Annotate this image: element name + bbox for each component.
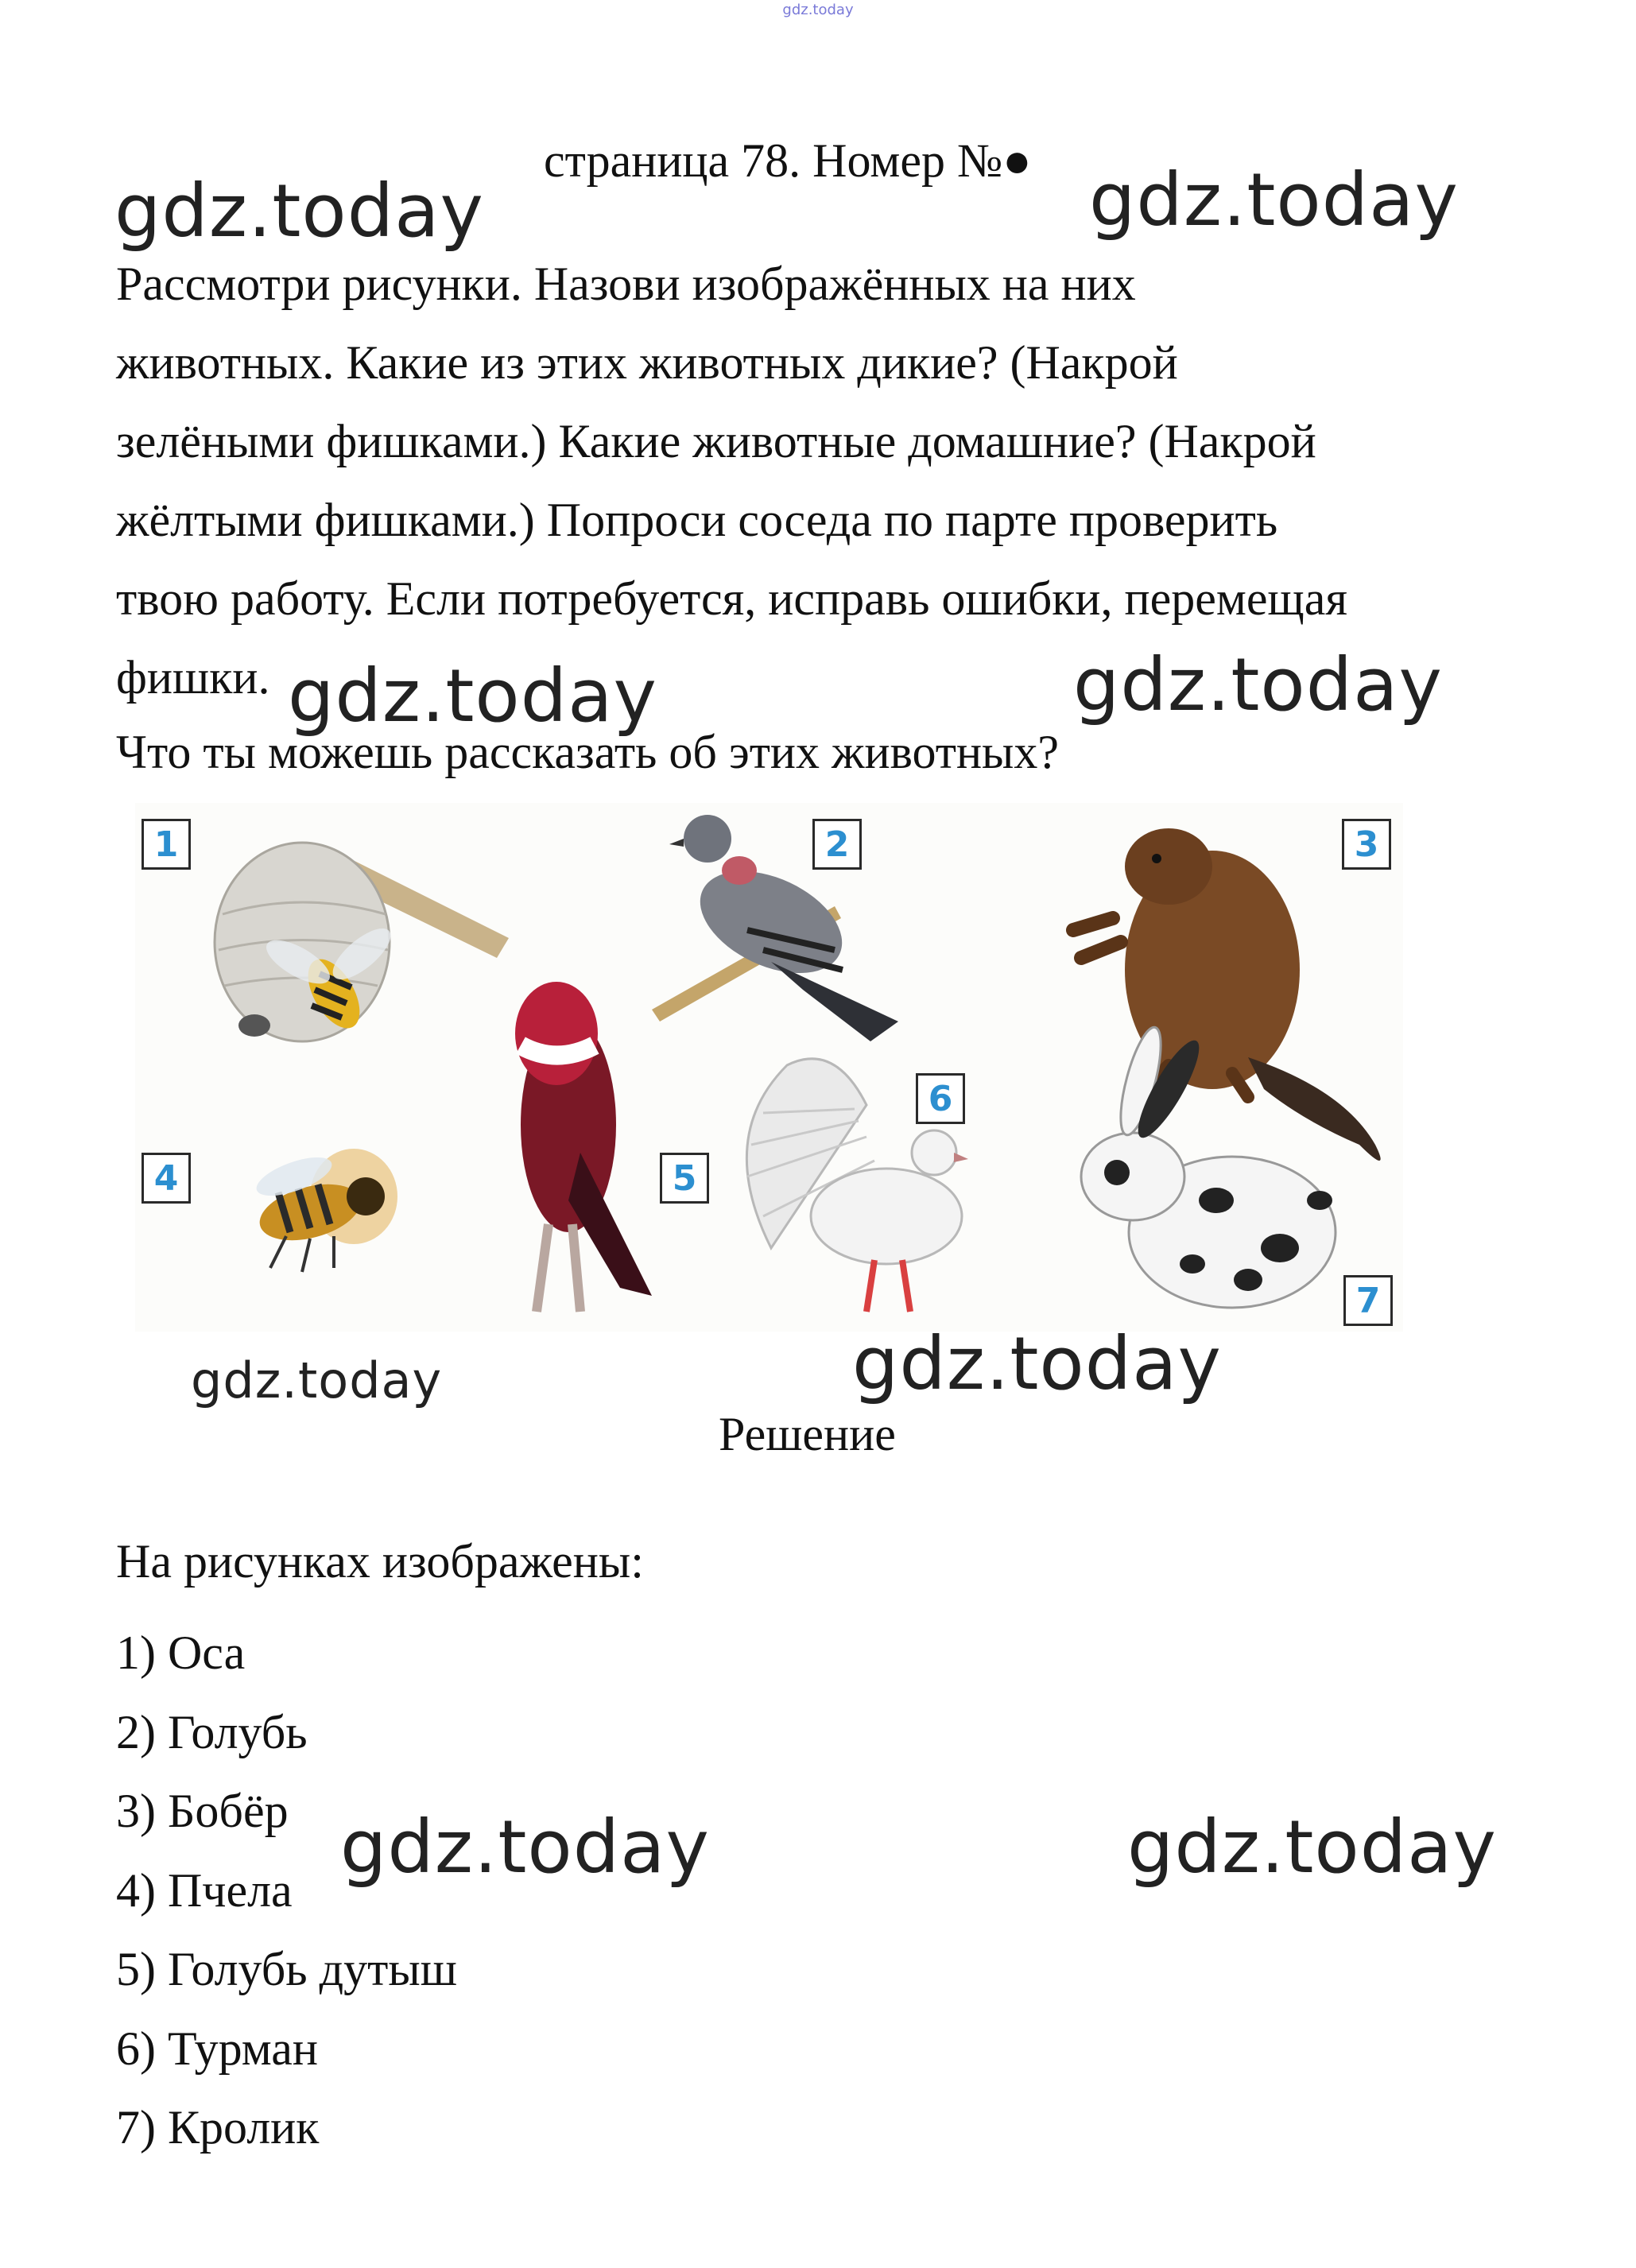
wasp-nest-icon xyxy=(215,843,509,1041)
task-line: жёлтыми фишками.) Попроси соседа по парте проверить xyxy=(116,494,1278,546)
animals-illustration xyxy=(135,803,1403,1332)
figure-number-badge: 2 xyxy=(812,819,862,870)
pouter-pigeon-icon xyxy=(515,982,652,1312)
animals-drawing xyxy=(135,803,1403,1332)
watermark: gdz.today xyxy=(1127,1805,1497,1890)
watermark: gdz.today xyxy=(852,1321,1222,1406)
figure-number-badge: 6 xyxy=(916,1073,965,1124)
question-text: Что ты можешь рассказать об этих животных? xyxy=(116,726,1059,778)
answers-intro: На рисунках изображены: xyxy=(116,1535,644,1588)
list-item: 2) Голубь xyxy=(116,1705,308,1758)
figure-number-badge: 1 xyxy=(142,819,191,870)
answers-list xyxy=(116,1614,457,2168)
top-watermark: gdz.today xyxy=(782,2,854,18)
list-item: 7) Кролик xyxy=(116,2101,320,2154)
task-line: фишки. xyxy=(116,651,270,704)
figure-number-badge: 5 xyxy=(660,1153,709,1204)
figure-number-badge: 3 xyxy=(1342,819,1391,870)
task-line: животных. Какие из этих животных дикие? (Накрой xyxy=(116,336,1178,389)
page-heading: страница 78. Номер №● xyxy=(544,134,1032,187)
watermark: gdz.today xyxy=(1073,642,1443,727)
beaver-icon xyxy=(1073,828,1381,1161)
bee-icon xyxy=(252,1149,397,1272)
list-item: 1) Оса xyxy=(116,1626,246,1679)
watermark: gdz.today xyxy=(1089,157,1459,242)
watermark: gdz.today xyxy=(288,653,657,739)
figure-number-badge: 4 xyxy=(142,1153,191,1204)
list-item: 6) Турман xyxy=(116,2022,319,2075)
list-item: 4) Пчела xyxy=(116,1863,293,1917)
watermark: gdz.today xyxy=(340,1805,710,1890)
task-line: Рассмотри рисунки. Назови изображённых на них xyxy=(116,258,1136,310)
solution-title: Решение xyxy=(719,1408,896,1460)
list-item: 5) Голубь дутыш xyxy=(116,1943,457,1995)
list-item: 3) Бобёр xyxy=(116,1785,289,1837)
watermark: gdz.today xyxy=(114,169,484,254)
figure-number-badge: 7 xyxy=(1343,1275,1393,1326)
watermark: gdz.today xyxy=(191,1351,443,1409)
task-line: твою работу. Если потребуется, исправь ошибки, перемещая xyxy=(116,572,1347,625)
task-line: зелёными фишками.) Какие животные домашние? (Накрой xyxy=(116,415,1316,467)
